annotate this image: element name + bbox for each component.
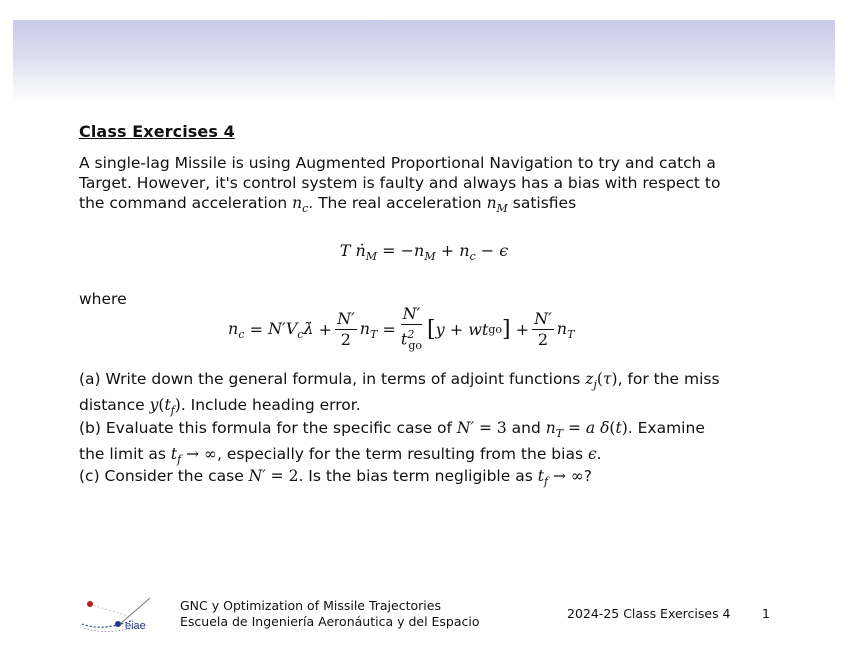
footer-session: 2024-25 Class Exercises 4 [567, 606, 731, 621]
question-c: (c) Consider the case N′ = 2. Is the bias term negligible as $t_f$ → ∞? [79, 467, 593, 489]
footer-page-number: 1 [762, 606, 770, 621]
svg-text:eiae: eiae [125, 620, 146, 632]
frame-title: Class Exercises 4 [79, 122, 235, 141]
footer-school-name: Escuela de Ingeniería Aeronáutica y del Espacio [180, 614, 480, 629]
question-a: (a) Write down the general formula, in terms of adjoint functions $z_j(\tau)$, for the miss distance $y(t_f)$. Include heading error. [79, 370, 720, 418]
equation-missile-dynamics: T ṅ$_M$ = $-n_M + n_c - \epsilon$ [339, 241, 509, 264]
where-label: where [79, 290, 127, 308]
footer-course-title: GNC y Optimization of Missile Trajectories [180, 598, 441, 613]
question-b: (b) Evaluate this formula for the specific case of N′ = 3 and $n_T = a$ δ(t). Examine the limit as $t_f$ → ∞, especially for the term resulting from the bias ϵ. [79, 419, 705, 467]
slide-header-band [13, 20, 835, 102]
eiae-logo [78, 596, 158, 636]
equation-command-acceleration: $n_c$ = $N'V_c\lambdȧ$ + $\frac{N'}{2}$ $n_T$ = $\frac{N'}{t^2_{go}}$ [ y + wt go ] + $\frac{N'}{2}$ $n_T$ [228, 304, 575, 352]
footer-course-info [180, 598, 480, 630]
intro-paragraph: A single-lag Missile is using Augmented Proportional Navigation to try and catch a Target. However, it's control system is faulty and always has a bias with respect to the command acceleration $n_c$. The real acceleration $n_M$ satisfies [79, 154, 721, 216]
